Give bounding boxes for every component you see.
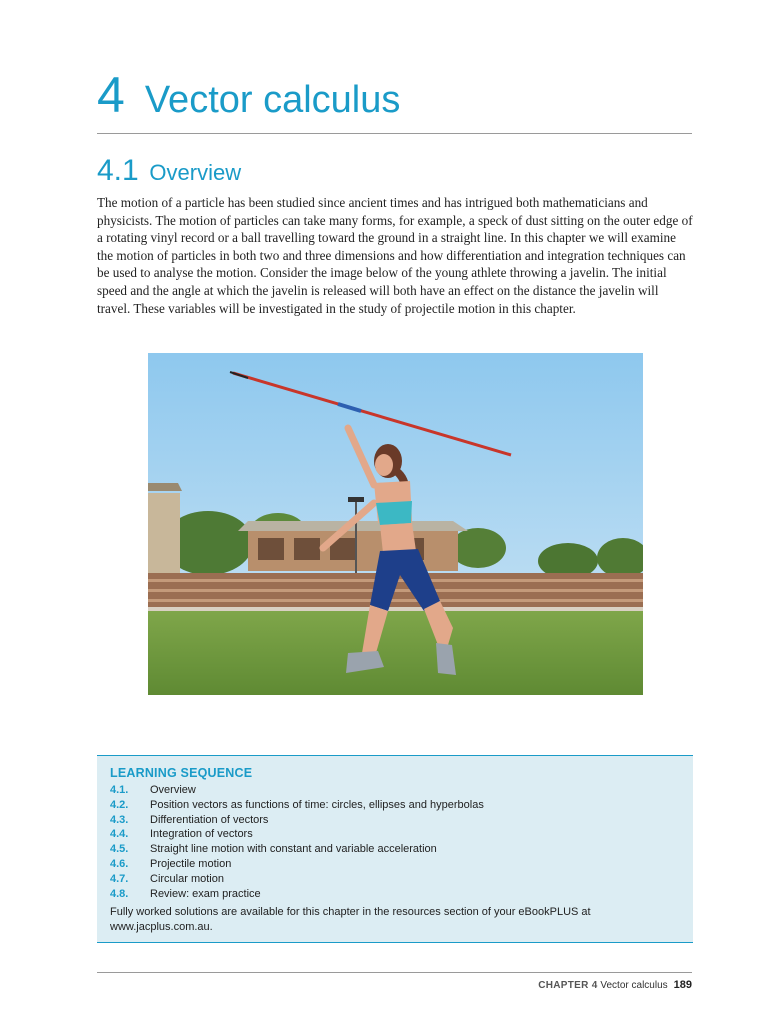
chapter-number: 4 <box>97 67 125 123</box>
sequence-number: 4.8. <box>110 887 129 900</box>
list-item <box>110 857 681 872</box>
learning-sequence-heading: LEARNING SEQUENCE <box>110 766 253 780</box>
sequence-number: 4.1. <box>110 784 129 796</box>
sequence-link[interactable]: Position vectors as functions of time: circles, ellipses and hyperbolas <box>150 798 484 811</box>
footer-chapter-title: Vector calculus <box>600 980 668 991</box>
sequence-number: 4.6. <box>110 857 129 870</box>
list-item <box>110 783 681 798</box>
footer-divider <box>97 972 692 973</box>
sequence-number: 4.5. <box>110 843 129 856</box>
sequence-number: 4.3. <box>110 813 129 826</box>
page-footer <box>538 979 692 991</box>
sequence-link[interactable]: Differentiation of vectors <box>150 813 269 826</box>
list-item <box>110 827 681 842</box>
javelin-athlete-illustration <box>148 353 643 695</box>
footer-chapter-label: CHAPTER 4 <box>538 980 598 991</box>
javelin-athlete-photo <box>148 353 643 695</box>
list-item <box>110 813 681 828</box>
sequence-number: 4.7. <box>110 872 129 885</box>
sequence-link[interactable]: Circular motion <box>150 872 224 885</box>
sequence-number: 4.2. <box>110 798 129 811</box>
learning-sequence-list <box>110 783 681 901</box>
section-number: 4.1 <box>97 154 139 187</box>
sequence-link[interactable]: Integration of vectors <box>150 828 253 841</box>
sequence-link[interactable]: Review: exam practice <box>150 887 261 900</box>
page-number: 189 <box>673 979 692 991</box>
chapter-name: Vector calculus <box>144 79 401 121</box>
title-divider <box>97 133 692 134</box>
list-item <box>110 872 681 887</box>
list-item <box>110 798 681 813</box>
sequence-link[interactable]: Projectile motion <box>150 857 232 870</box>
section-title <box>97 154 241 188</box>
sequence-number: 4.4. <box>110 828 129 841</box>
list-item <box>110 842 681 857</box>
learning-sequence-panel <box>97 755 693 943</box>
chapter-title <box>97 66 400 124</box>
intro-paragraph: The motion of a particle has been studied since ancient times and has intrigued both mathematicians and physicists. The motion of particles can take many forms, for example, a speck of dust sitting on the outer edge of a rotating vinyl record or a ball travelling toward the ground in a straight line. In this chapter we will examine the motion of particles in both two and three dimensions and how differentiation and integration techniques can be used to analyse the motion. Consider the image below of the young athlete throwing a javelin. The initial speed and the angle at which the javelin is released will both have an effect on the distance the javelin will travel. These variables will be investigated in the study of projectile motion in this chapter. <box>97 195 693 316</box>
sequence-link[interactable]: Overview <box>150 784 196 796</box>
solutions-note: Fully worked solutions are available for this chapter in the resources section of your eBookPLUS at www.jacplus.com.au. <box>110 906 591 934</box>
list-item <box>110 887 681 902</box>
section-name: Overview <box>149 160 242 185</box>
sequence-link[interactable]: Straight line motion with constant and variable acceleration <box>150 843 437 856</box>
